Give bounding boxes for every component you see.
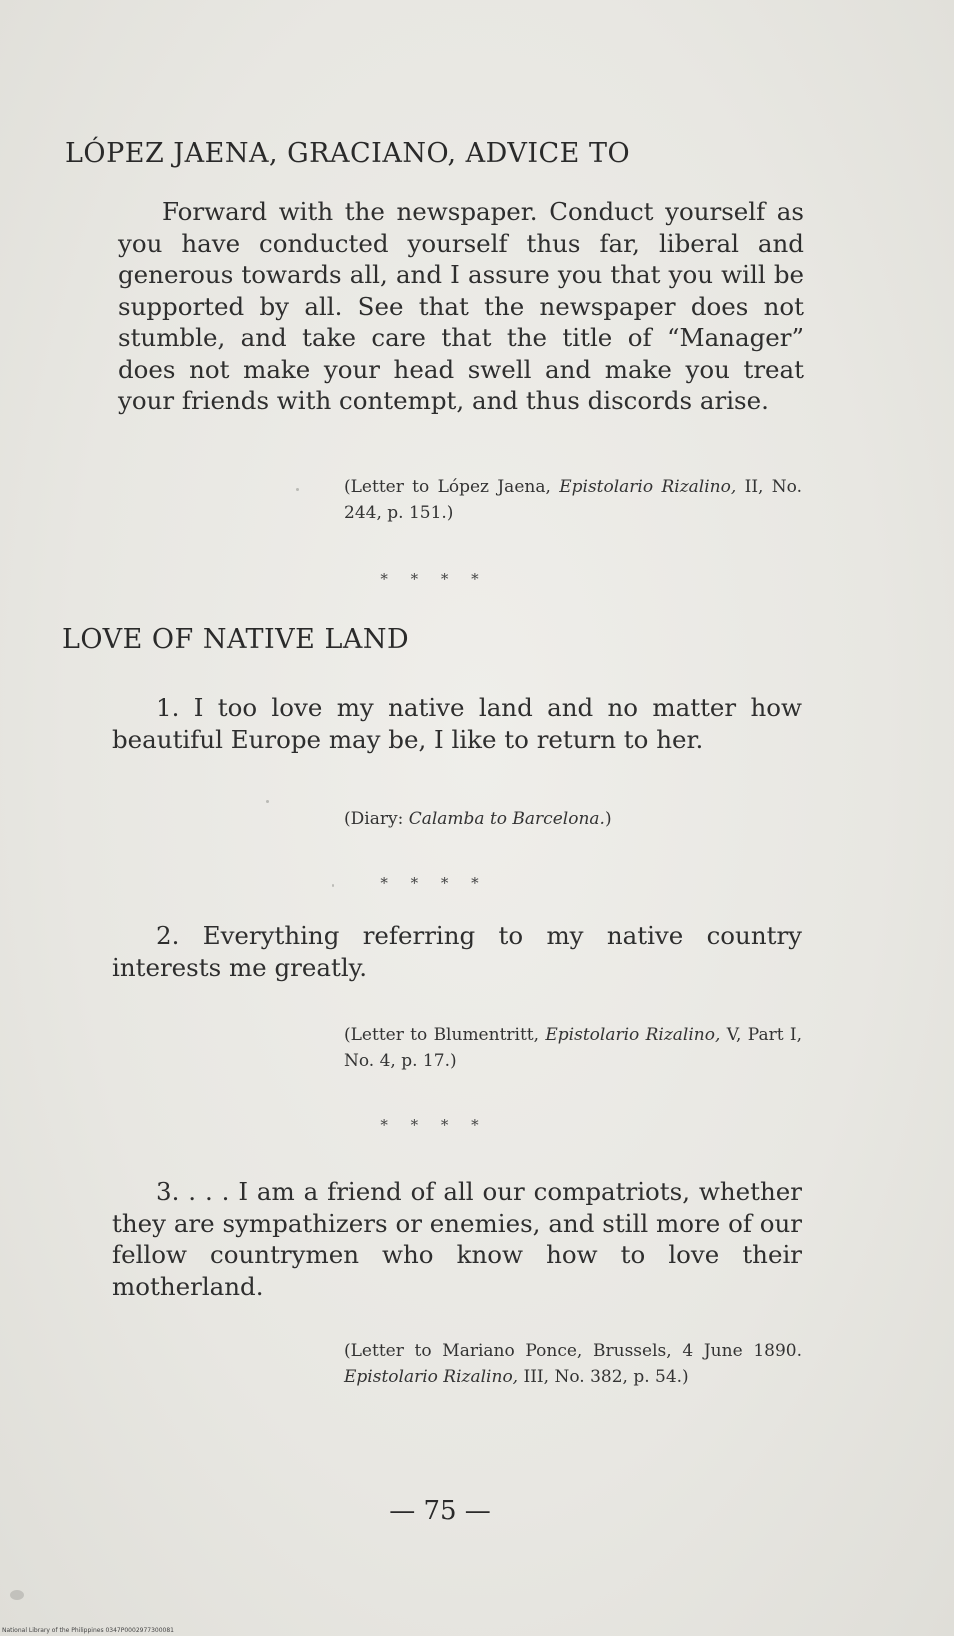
scan-speck: [296, 488, 299, 491]
citation-item-3: (Letter to Mariano Ponce, Brussels, 4 June 1890. Epistolario Rizalino, III, No. 382, p. 54.): [344, 1341, 802, 1387]
quote-item-1: 1. I too love my native land and no matter how beautiful Europe may be, I like to return to her.: [112, 693, 802, 754]
section-heading-love-of-native-land: LOVE OF NATIVE LAND: [62, 624, 410, 655]
scan-speck: [10, 1590, 24, 1600]
citation-item-1: (Diary: Calamba to Barcelona.): [344, 809, 612, 829]
section-heading-lopez-jaena: LÓPEZ JAENA, GRACIANO, ADVICE TO: [65, 138, 631, 169]
quote-item-2: 2. Everything referring to my native country interests me greatly.: [112, 921, 802, 982]
item-separator-2: * * * *: [380, 1116, 488, 1134]
citation-item-2: (Letter to Blumentritt, Epistolario Rizalino, V, Part I, No. 4, p. 17.): [344, 1025, 802, 1071]
quote-item-3: 3. . . . I am a friend of all our compatriots, whether they are sympathizers or enemies, and still more of our fellow countrymen who know how to love their motherland.: [112, 1177, 802, 1301]
advice-paragraph: [118, 196, 804, 417]
item-separator-1: * * * *: [380, 874, 488, 892]
citation-lopez-jaena: (Letter to López Jaena, Epistolario Rizalino, II, No. 244, p. 151.): [344, 477, 802, 523]
scan-credit-text: National Library of the Philippines 0347P0002977300081: [2, 1627, 174, 1634]
scan-speck: [332, 884, 334, 887]
section-separator: * * * *: [380, 570, 488, 588]
page-number: — 75 —: [389, 1496, 491, 1526]
scan-speck: [266, 800, 269, 803]
advice-paragraph-text: Forward with the newspaper. Conduct yourself as you have conducted yourself thus far, liberal and generous towards all, and I assure you that you will be supported by all. See that the newspaper does not stumble, and take care that the title of “Manager” does not make your head swell and make you treat your friends with contempt, and thus discords arise.: [118, 197, 804, 415]
